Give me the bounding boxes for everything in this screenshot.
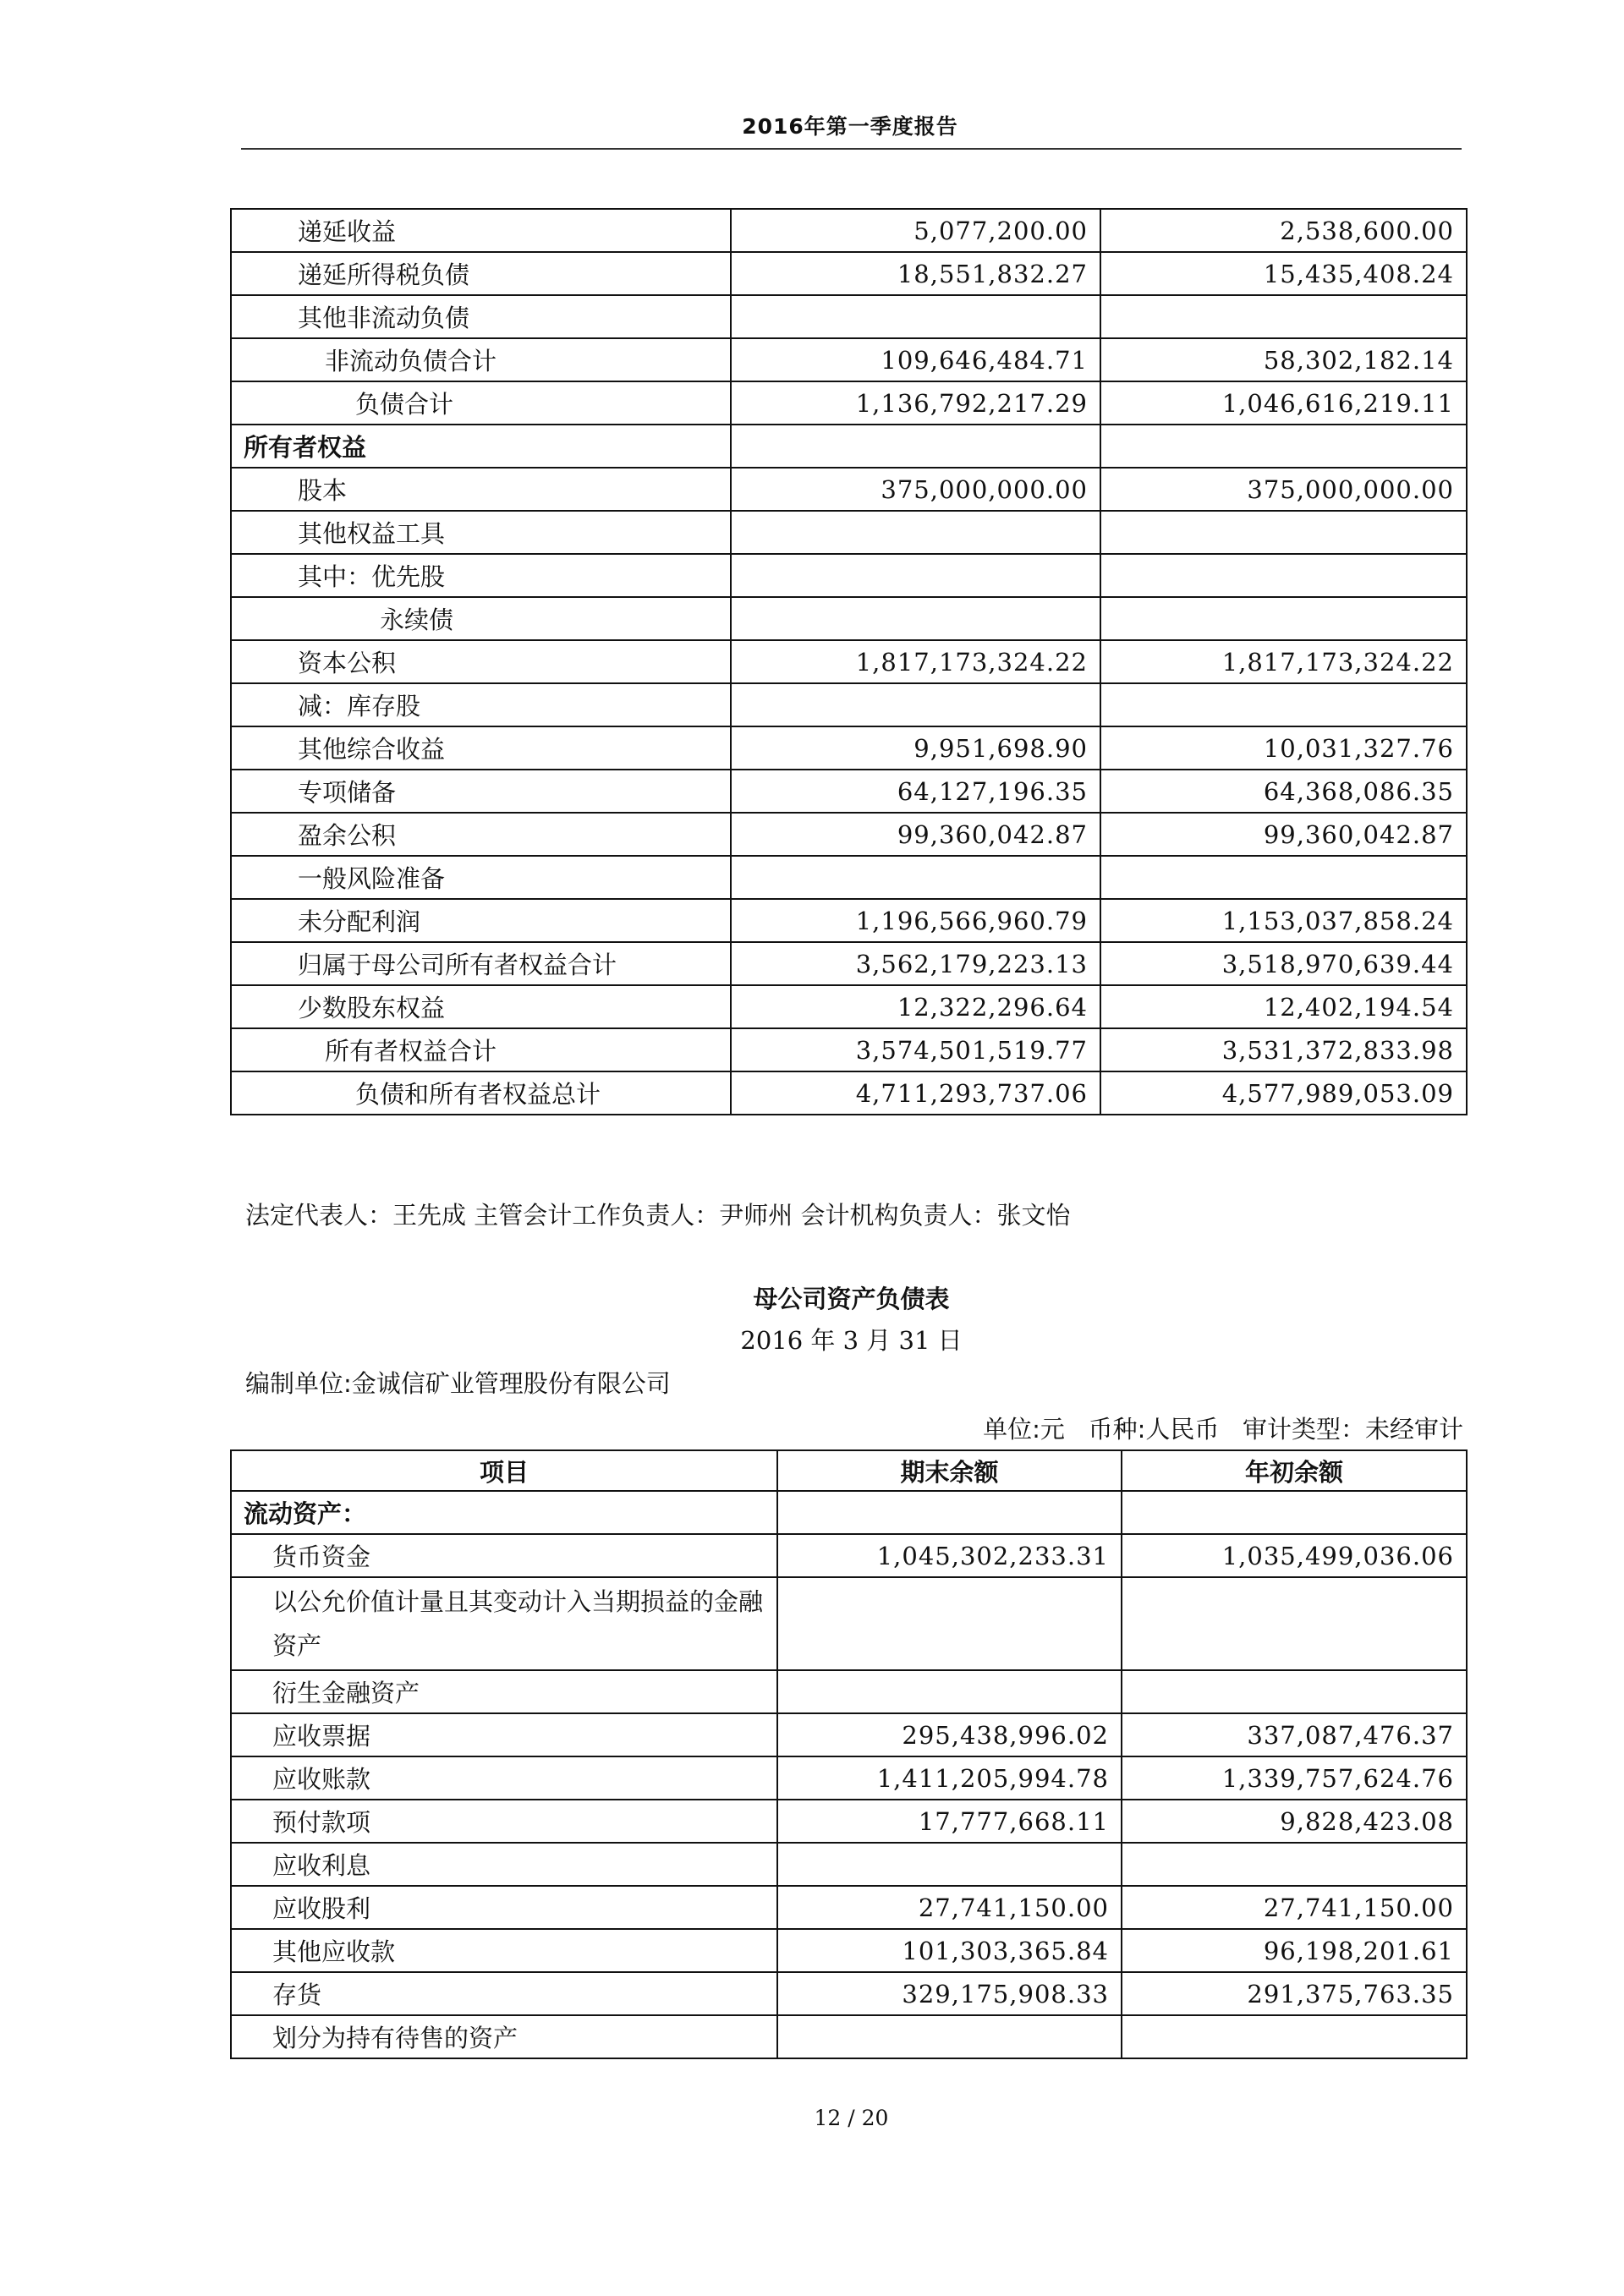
- period-end-value: [731, 597, 1100, 640]
- row-label: 其他权益工具: [231, 511, 731, 554]
- row-label: 衍生金融资产: [231, 1670, 777, 1713]
- table-row: [231, 1534, 1467, 1577]
- period-end-value: [731, 511, 1100, 554]
- row-label: 归属于母公司所有者权益合计: [231, 942, 731, 985]
- year-begin-value: 1,046,616,219.11: [1100, 381, 1467, 425]
- year-begin-value: [1100, 554, 1467, 597]
- table-row: [231, 425, 1467, 468]
- row-label: 一般风险准备: [231, 856, 731, 899]
- period-end-value: 375,000,000.00: [731, 468, 1100, 511]
- row-label: 其他应收款: [231, 1929, 777, 1972]
- row-label: 货币资金: [231, 1534, 777, 1577]
- year-begin-value: 291,375,763.35: [1122, 1972, 1467, 2015]
- table-row: [231, 252, 1467, 295]
- period-end-value: 3,562,179,223.13: [731, 942, 1100, 985]
- period-end-value: 17,777,668.11: [777, 1800, 1122, 1843]
- period-end-value: 109,646,484.71: [731, 338, 1100, 381]
- period-end-value: 27,741,150.00: [777, 1886, 1122, 1929]
- table-row: [231, 1929, 1467, 1972]
- preparer-unit: 编制单位:金诚信矿业管理股份有限公司: [245, 1369, 671, 1398]
- table-row: [231, 338, 1467, 381]
- table-row: [231, 1670, 1467, 1713]
- year-begin-value: 27,741,150.00: [1122, 1886, 1467, 1929]
- row-label: 递延所得税负债: [231, 252, 731, 295]
- period-end-value: [731, 295, 1100, 338]
- table-row: [231, 511, 1467, 554]
- row-label: 负债和所有者权益总计: [231, 1071, 731, 1115]
- period-end-value: 1,411,205,994.78: [777, 1756, 1122, 1800]
- parent-balance-sheet-date: 2016 年 3 月 31 日: [740, 1326, 963, 1355]
- year-begin-value: [1122, 2015, 1467, 2058]
- table-row: [231, 1577, 1467, 1670]
- period-end-value: 4,711,293,737.06: [731, 1071, 1100, 1115]
- year-begin-value: 15,435,408.24: [1100, 252, 1467, 295]
- year-begin-value: 4,577,989,053.09: [1100, 1071, 1467, 1115]
- row-label: 股本: [231, 468, 731, 511]
- year-begin-value: 1,153,037,858.24: [1100, 899, 1467, 942]
- table-row: [231, 856, 1467, 899]
- table-row: [231, 683, 1467, 726]
- year-begin-value: [1122, 1491, 1467, 1534]
- period-end-value: [777, 1670, 1122, 1713]
- header-divider: [241, 148, 1462, 150]
- row-label: 永续债: [231, 597, 731, 640]
- header-item: 项目: [231, 1450, 777, 1491]
- parent-balance-sheet-title: 母公司资产负债表: [753, 1285, 950, 1313]
- period-end-value: 329,175,908.33: [777, 1972, 1122, 2015]
- year-begin-value: 99,360,042.87: [1100, 813, 1467, 856]
- table-row: [231, 1756, 1467, 1800]
- table-row: [231, 1886, 1467, 1929]
- table-row: [231, 640, 1467, 683]
- year-begin-value: [1100, 511, 1467, 554]
- row-label: 应收股利: [231, 1886, 777, 1929]
- header-period-end: 期末余额: [777, 1450, 1122, 1491]
- period-end-value: 9,951,698.90: [731, 726, 1100, 770]
- year-begin-value: 337,087,476.37: [1122, 1713, 1467, 1756]
- row-label: 应收利息: [231, 1843, 777, 1886]
- page-number: 12 / 20: [814, 2106, 889, 2130]
- year-begin-value: 9,828,423.08: [1122, 1800, 1467, 1843]
- table-row: [231, 1713, 1467, 1756]
- row-label: 少数股东权益: [231, 985, 731, 1028]
- row-label: 减：库存股: [231, 683, 731, 726]
- table-row: [231, 985, 1467, 1028]
- header-year-begin: 年初余额: [1122, 1450, 1467, 1491]
- parent-balance-sheet-table: [230, 1449, 1468, 2059]
- row-label: 应收账款: [231, 1756, 777, 1800]
- year-begin-value: 3,531,372,833.98: [1100, 1028, 1467, 1071]
- row-label: 非流动负债合计: [231, 338, 731, 381]
- table-row: [231, 899, 1467, 942]
- year-begin-value: 1,035,499,036.06: [1122, 1534, 1467, 1577]
- year-begin-value: 96,198,201.61: [1122, 1929, 1467, 1972]
- year-begin-value: [1100, 295, 1467, 338]
- table-row: [231, 726, 1467, 770]
- year-begin-value: [1122, 1843, 1467, 1886]
- currency-audit-meta: 单位:元 币种:人民币 审计类型：未经审计: [983, 1415, 1463, 1444]
- row-label: 盈余公积: [231, 813, 731, 856]
- row-label: 递延收益: [231, 209, 731, 252]
- year-begin-value: 12,402,194.54: [1100, 985, 1467, 1028]
- year-begin-value: 64,368,086.35: [1100, 770, 1467, 813]
- table-row: [231, 381, 1467, 425]
- period-end-value: 1,136,792,217.29: [731, 381, 1100, 425]
- year-begin-value: [1100, 597, 1467, 640]
- row-label: 应收票据: [231, 1713, 777, 1756]
- table-row: [231, 813, 1467, 856]
- row-label: 所有者权益: [231, 425, 731, 468]
- year-begin-value: [1122, 1670, 1467, 1713]
- row-label: 以公允价值计量且其变动计入当期损益的金融资产: [231, 1577, 777, 1670]
- row-label: 其他非流动负债: [231, 295, 731, 338]
- year-begin-value: [1100, 856, 1467, 899]
- year-begin-value: [1122, 1577, 1467, 1670]
- table-row: [231, 1028, 1467, 1071]
- table-header-row: [231, 1450, 1467, 1491]
- row-label: 划分为持有待售的资产: [231, 2015, 777, 2058]
- table-row: [231, 597, 1467, 640]
- period-end-value: 1,045,302,233.31: [777, 1534, 1122, 1577]
- table-row: [231, 554, 1467, 597]
- period-end-value: 1,196,566,960.79: [731, 899, 1100, 942]
- period-end-value: 1,817,173,324.22: [731, 640, 1100, 683]
- table-row: [231, 942, 1467, 985]
- period-end-value: [731, 683, 1100, 726]
- year-begin-value: 375,000,000.00: [1100, 468, 1467, 511]
- period-end-value: 101,303,365.84: [777, 1929, 1122, 1972]
- year-begin-value: 2,538,600.00: [1100, 209, 1467, 252]
- period-end-value: 12,322,296.64: [731, 985, 1100, 1028]
- period-end-value: [777, 1577, 1122, 1670]
- table-row: [231, 1491, 1467, 1534]
- page-header-title: 2016年第一季度报告: [742, 114, 958, 139]
- table-row: [231, 1843, 1467, 1886]
- signatories-line: 法定代表人：王先成 主管会计工作负责人：尹师州 会计机构负责人：张文怡: [245, 1201, 1071, 1230]
- period-end-value: 64,127,196.35: [731, 770, 1100, 813]
- table-row: [231, 295, 1467, 338]
- period-end-value: 295,438,996.02: [777, 1713, 1122, 1756]
- table-row: [231, 468, 1467, 511]
- table-row: [231, 770, 1467, 813]
- table-row: [231, 1800, 1467, 1843]
- year-begin-value: 58,302,182.14: [1100, 338, 1467, 381]
- row-label: 专项储备: [231, 770, 731, 813]
- consolidated-balance-sheet-continued: [230, 208, 1468, 1115]
- table-row: [231, 1071, 1467, 1115]
- year-begin-value: 1,817,173,324.22: [1100, 640, 1467, 683]
- row-label: 其中：优先股: [231, 554, 731, 597]
- year-begin-value: [1100, 425, 1467, 468]
- period-end-value: 99,360,042.87: [731, 813, 1100, 856]
- period-end-value: [777, 1491, 1122, 1534]
- year-begin-value: 10,031,327.76: [1100, 726, 1467, 770]
- period-end-value: 18,551,832.27: [731, 252, 1100, 295]
- period-end-value: [777, 1843, 1122, 1886]
- table-row: [231, 1972, 1467, 2015]
- period-end-value: [731, 856, 1100, 899]
- row-label: 预付款项: [231, 1800, 777, 1843]
- year-begin-value: 1,339,757,624.76: [1122, 1756, 1467, 1800]
- row-label: 所有者权益合计: [231, 1028, 731, 1071]
- year-begin-value: [1100, 683, 1467, 726]
- row-label: 负债合计: [231, 381, 731, 425]
- period-end-value: 5,077,200.00: [731, 209, 1100, 252]
- table-row: [231, 2015, 1467, 2058]
- row-label: 资本公积: [231, 640, 731, 683]
- row-label: 流动资产：: [231, 1491, 777, 1534]
- table-row: [231, 209, 1467, 252]
- row-label: 存货: [231, 1972, 777, 2015]
- period-end-value: [731, 425, 1100, 468]
- row-label: 其他综合收益: [231, 726, 731, 770]
- row-label: 未分配利润: [231, 899, 731, 942]
- period-end-value: 3,574,501,519.77: [731, 1028, 1100, 1071]
- period-end-value: [777, 2015, 1122, 2058]
- year-begin-value: 3,518,970,639.44: [1100, 942, 1467, 985]
- period-end-value: [731, 554, 1100, 597]
